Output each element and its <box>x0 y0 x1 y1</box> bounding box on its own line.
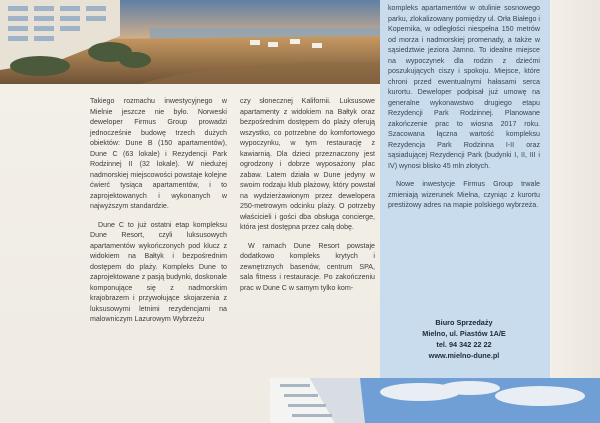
paragraph: czy słonecznej Kalifornii. Luksusowe apartamenty z widokiem na Bałtyk oraz bezpośrednim dostępem do plaży oferują wszystko, co potrzebne do komfortowego wypoczynku, w tym restaurację z kawiarnią. Dla dzieci przeznaczony jest ogrodzony i dobrze wyposażony plac zabaw. Latem działa w Dune jedyny w swoim rodzaju klub plażowy, który powstał na wydzierżawionym przez dewelopera 250-metrowym odcinku plaży. O potrzeby właścicieli i gości dba obsługa concierge, która jest dostępna przez całą dobę. <box>240 97 375 231</box>
paragraph: Nowe inwestycje Firmus Group trwale zmieniają wizerunek Mielna, czyniąc z kurortu prestiżowy adres na mapie polskiego wybrzeża. <box>388 180 540 209</box>
paragraph: Takiego rozmachu inwestycyjnego w Mielnie jeszcze nie było. Norweski deweloper Firmus Group prowadzi jednocześnie budowę trzech dużych obiektów: Dune B (150 apartamentów), Dune C (63 lokale) i Rezydencji Park Rodzinnej II (32 lokale). W niedużej nadmorskiej miejscowości powstaje kolejne ćwierć tysiąca apartamentów, i to zaprojektowanych i wykonanych w najwyższym standardzie. <box>90 97 227 210</box>
contact-title: Biuro Sprzedaży <box>435 318 493 327</box>
contact-address: Mielno, ul. Piastów 1A/E <box>422 329 506 338</box>
sales-office-contact <box>388 317 540 361</box>
beach-resort-photo <box>0 0 380 84</box>
article-column-2 <box>240 96 375 301</box>
article-column-1 <box>90 96 227 333</box>
paragraph: Dune C to już ostatni etap kompleksu Dune Resort, czyli luksusowych apartamentów wykończonych pod klucz z widokiem na Bałtyk i bezpośrednim dostępem do plaży. Kompleks Dune to zaprojektowane z pasją budynki, doskonale komponujące się z nadmorskim krajobrazem i przywołujące skojarzenia z luksusowymi letnimi rezydencjami na malowniczym Lazurowym Wybrzeżu <box>90 220 227 323</box>
contact-phone: tel. 94 342 22 22 <box>436 340 492 349</box>
contact-website: www.mielno-dune.pl <box>428 351 500 360</box>
paragraph: W ramach Dune Resort powstaje dodatkowo kompleks krytych i zewnętrznych basenów, centrum SPA, sala fitness i restauracje. Po zakończeniu prac w Dune C w samym tylko kom- <box>240 241 375 292</box>
page-margin <box>550 0 600 378</box>
building-photo <box>270 378 600 423</box>
paragraph: kompleks apartamentów w otulinie sosnowego parku, zlokalizowany pomiędzy ul. Orła Białego i Kopernika, w odległości niespełna 150 metrów od morza i nadmorskiej promenady, a także w sąsiedztwie jeziora Jamno. To idealne miejsce na wypoczynek dla rodzin z dziećmi poszukujących ciszy i spokoju. Miejsce, które chroni przed ewentualnymi hałasami serca kurortu. Deweloper podpisał już umowę na generalne wykonawstwo drugiego etapu Rezydencji Park Rodzinnej. Planowane zakończenie prac to wiosna 2017 roku. Szacowana łączna wartość kompleksu Rezydencja Park Rodzinna I-II oraz sąsiadującej Rezydencji Park (budynki I, II, III i IV) wynosi blisko 45 mln złotych. <box>388 4 540 170</box>
article-column-3 <box>388 3 540 219</box>
